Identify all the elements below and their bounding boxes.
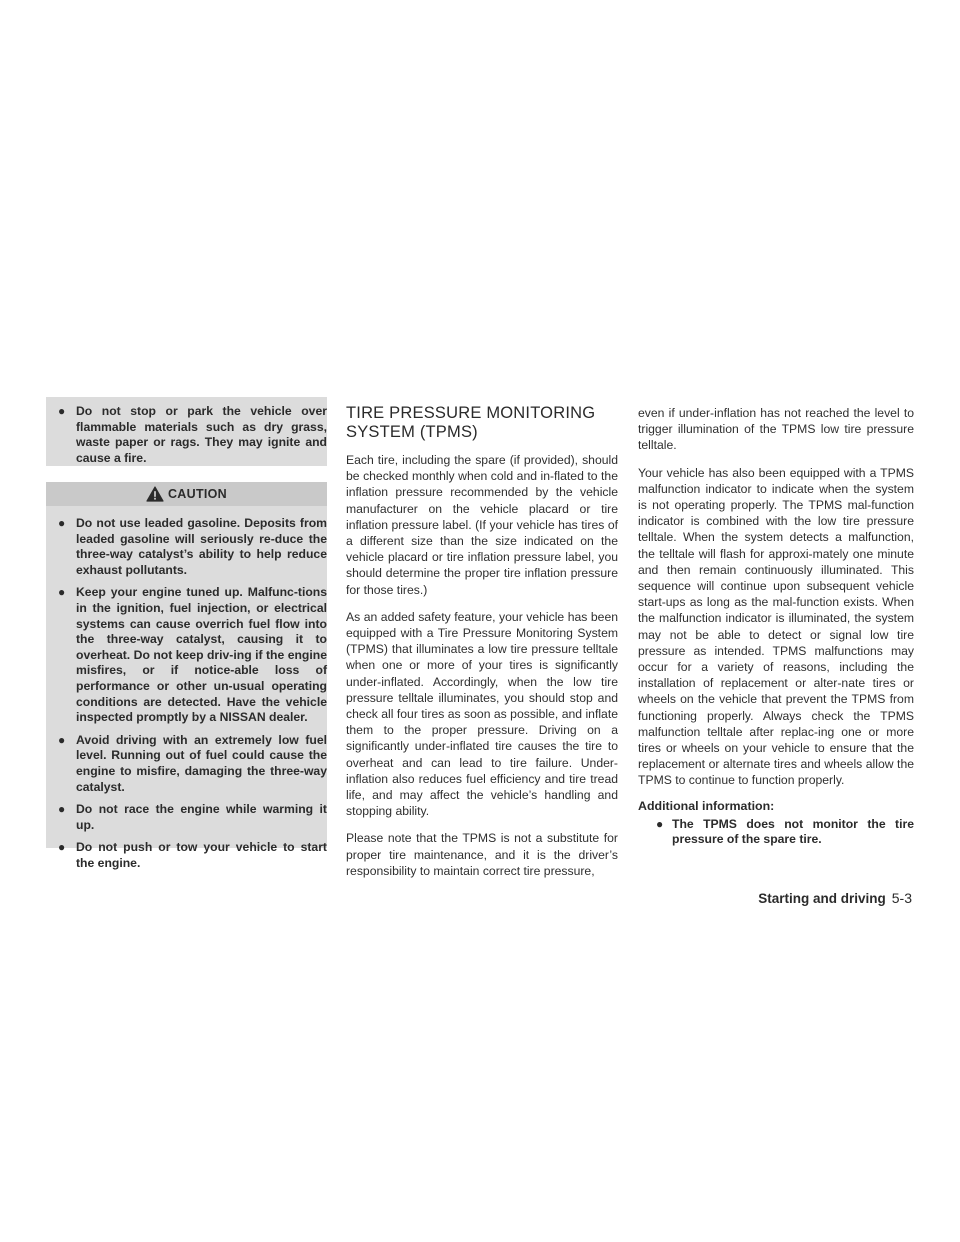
caution-list — [46, 506, 327, 871]
body-paragraph: Your vehicle has also been equipped with a TPMS malfunction indicator to indicate when the system is not operating properly. The TPMS mal-function indicator is combined with the low tire pressure telltale. When the system detects a malfunction, the telltale will flash for approxi-mately one minute and then remain continuously illuminated. This sequence will continue upon subsequent vehicle start-ups as long as the mal-function exists. When the malfunction indicator is illuminated, the system may not be able to detect or signal low tire pressure as intended. TPMS malfunctions may occur for a variety of reasons, including the installation of replacement or alter-nate tires or wheels on the vehicle that prevent the TPMS from functioning properly. Always check the TPMS malfunction telltale after replac-ing one or more tires or wheels on your vehicle to ensure that the replacement or alternate tires and wheels allow the TPMS to continue to function properly. — [638, 465, 914, 788]
caution-title: CAUTION — [167, 487, 228, 501]
bullet-dot: ● — [656, 816, 664, 831]
warning-bullet — [46, 404, 327, 466]
caution-bullet — [46, 585, 327, 725]
right-column — [638, 405, 914, 848]
section-heading: TIRE PRESSURE MONITORING SYSTEM (TPMS) — [346, 404, 596, 441]
body-paragraph: As an added safety feature, your vehicle has been equipped with a Tire Pressure Monitoring System (TPMS) that illuminates a low tire pressure telltale when one or more of your tires is significantly under-inflated. Accordingly, when the low tire pressure telltale illuminates, you should stop and check all four tires as soon as possible, and inflate them to the proper pressure. Driving on a significantly under-inflated tire causes the tire to overheat and can lead to tire failure. Under-inflation also reduces fuel efficiency and tire tread life, and may affect the vehicle’s handling and stopping ability. — [346, 609, 618, 819]
caution-bullet — [46, 516, 327, 578]
caution-bullet — [46, 733, 327, 795]
bullet-dot: ● — [58, 404, 66, 418]
caution-bullet-text: Do not use leaded gasoline. Deposits from leaded gasoline will seriously re-duce the three-way catalyst’s ability to help reduce exhaust pollutants. — [76, 516, 327, 577]
caution-header — [46, 482, 327, 506]
caution-bullet-text: Keep your engine tuned up. Malfunc-tions in the ignition, fuel injection, or electrical systems can cause overrich fuel flow into the three-way catalyst, causing it to overheat. Do not keep driv-ing if the engine misfires, or if notice-able loss of performance or other un-usual operating conditions are detected. Have the vehicle inspected promptly by a NISSAN dealer. — [76, 585, 327, 725]
additional-info-label: Additional information: — [638, 798, 775, 813]
caution-bullet — [46, 840, 327, 871]
caution-bullet-text: Avoid driving with an extremely low fuel level. Running out of fuel could cause the engine to misfire, damaging the three-way catalyst. — [76, 732, 327, 794]
additional-info-text: The TPMS does not monitor the tire pressure of the spare tire. — [672, 816, 914, 847]
warning-triangle-icon — [146, 486, 164, 502]
caution-bullet-text: Do not race the engine while warming it up. — [76, 802, 327, 832]
caution-box — [46, 482, 327, 870]
body-paragraph: even if under-inflation has not reached the level to trigger illumination of the TPMS low tire pressure telltale. — [638, 406, 914, 453]
page-number: 5-3 — [891, 890, 912, 906]
body-paragraph: Each tire, including the spare (if provided), should be checked monthly when cold and in-flated to the inflation pressure recommended by the vehicle manufacturer on the vehicle placard or tire inflation pressure label. (If your vehicle has tires of a different size than the size indicated on the vehicle placard or tire inflation pressure label, you should determine the proper tire inflation pressure for those tires.) — [346, 453, 618, 597]
body-paragraph: Please note that the TPMS is not a substitute for proper tire maintenance, and it is the driver’s responsibility to maintain correct tire pressure, — [346, 831, 618, 878]
bullet-dot: ● — [58, 516, 66, 530]
bullet-dot: ● — [58, 840, 66, 855]
page-footer — [758, 890, 912, 906]
warning-bullet-text: Do not stop or park the vehicle over flammable materials such as dry grass, waste paper or rags. They may ignite and cause a fire. — [76, 404, 327, 465]
additional-info-bullet — [638, 817, 914, 848]
bullet-dot: ● — [58, 802, 66, 817]
middle-column — [346, 404, 618, 879]
caution-bullet-text: Do not push or tow your vehicle to start the engine. — [76, 840, 327, 870]
warning-continued-box — [46, 397, 327, 466]
footer-section-title: Starting and driving — [758, 891, 886, 906]
caution-bullet — [46, 802, 327, 833]
bullet-dot: ● — [58, 585, 66, 600]
bullet-dot: ● — [58, 732, 66, 747]
